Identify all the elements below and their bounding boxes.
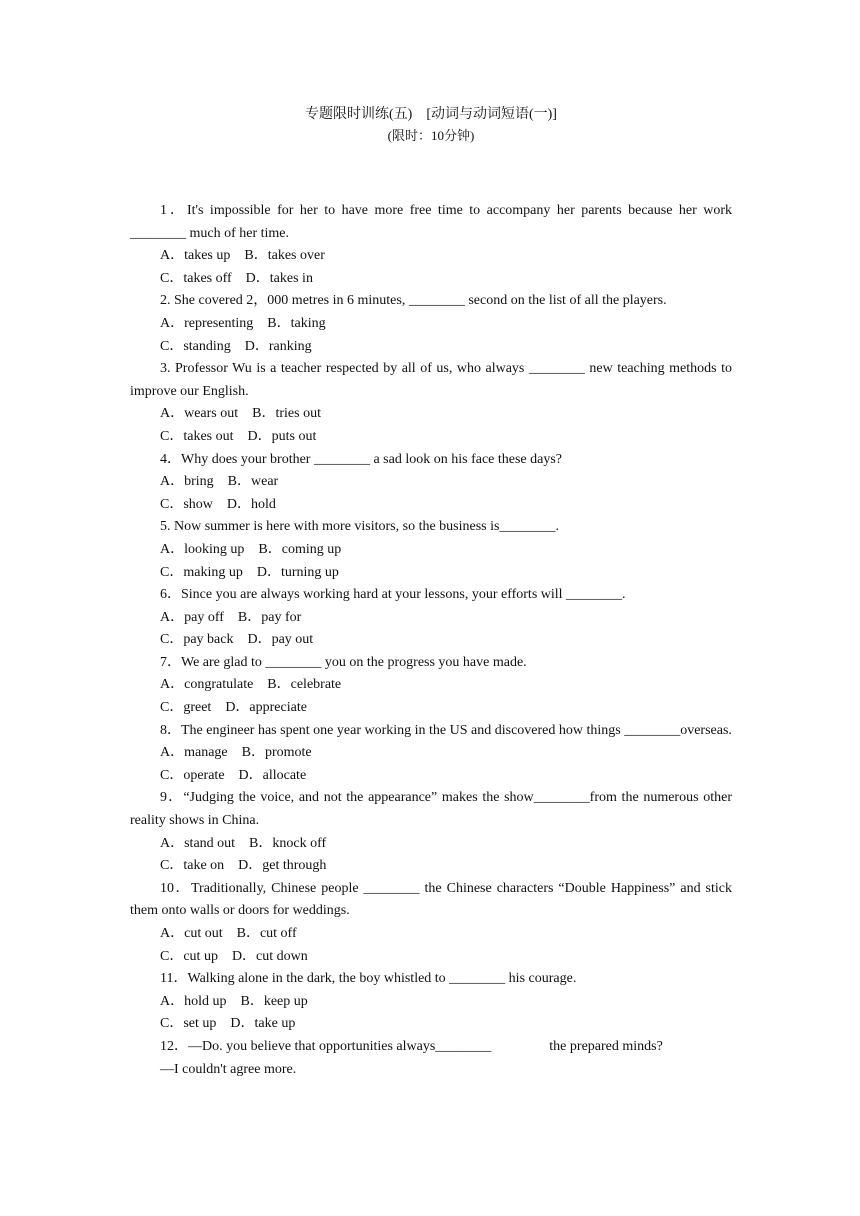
question-stem: 10．Traditionally, Chinese people ________ the Chinese characters “Double Happiness” and stick them onto walls or doors for weddings. [130, 880, 732, 919]
question-item [130, 290, 732, 358]
options-row-cd: C．show D．hold [160, 496, 276, 512]
options-row-ab: A．bring B．wear [160, 474, 279, 490]
question-item [130, 652, 732, 720]
question-stem: 8．The engineer has spent one year working in the US and discovered how things ________overseas. [160, 722, 732, 738]
question-item [130, 720, 732, 788]
options-row-ab: A．cut out B．cut off [160, 926, 297, 941]
question-item [130, 584, 732, 652]
question-stem: 3. Professor Wu is a teacher respected by all of us, who always ________ new teaching methods to improve our English. [130, 361, 732, 399]
options-row-ab: A．stand out B．knock off [160, 835, 327, 851]
time-limit: (限时：10分钟) [387, 128, 475, 143]
page-title: 专题限时训练(五) [动词与动词短语(一)] [305, 107, 557, 122]
options-row-cd: C．set up D．take up [160, 1016, 296, 1032]
dialogue-reply: —I couldn't agree more. [160, 1061, 297, 1077]
options-row-ab: A．representing B．taking [160, 315, 326, 331]
question-stem: 1．It's impossible for her to have more free time to accompany her parents because her work ________ much of her time. [130, 203, 732, 241]
options-row-ab: A．takes up B．takes over [160, 248, 325, 264]
question-item [130, 787, 732, 877]
options-row-cd: C．operate D．allocate [160, 767, 307, 783]
options-row-cd: C．standing D．ranking [160, 338, 312, 354]
options-row-ab: A．pay off B．pay for [160, 609, 302, 625]
question-stem: 6．Since you are always working hard at your lessons, your efforts will ________. [160, 587, 626, 603]
options-row-cd: C．take on D．get through [160, 858, 327, 874]
options-row-cd: C．pay back D．pay out [160, 632, 314, 648]
question-item [130, 968, 732, 1036]
options-row-ab: A．manage B．promote [160, 745, 312, 761]
question-item [130, 358, 732, 448]
options-row-ab: A．looking up B．coming up [160, 541, 342, 557]
options-row-cd: C．cut up D．cut down [160, 948, 308, 964]
question-stem-part1: 12．—Do. you believe that opportunities always________ [160, 1038, 492, 1054]
question-item [130, 1036, 732, 1081]
question-stem: 11．Walking alone in the dark, the boy whistled to ________ his courage. [160, 971, 577, 987]
options-row-cd: C．making up D．turning up [160, 564, 339, 580]
options-row-ab: A．congratulate B．celebrate [160, 677, 342, 693]
options-row-cd: C．takes out D．puts out [160, 428, 317, 444]
question-stem: 5. Now summer is here with more visitors, so the business is________. [160, 519, 559, 535]
options-row-ab: A．wears out B．tries out [160, 406, 321, 422]
question-item [130, 516, 732, 584]
question-item [130, 878, 732, 968]
question-stem: 4．Why does your brother ________ a sad look on his face these days? [160, 451, 563, 467]
question-stem-part2: the prepared minds? [549, 1038, 663, 1054]
options-row-ab: A．hold up B．keep up [160, 993, 308, 1009]
question-stem: 9．“Judging the voice, and not the appearance” makes the show________from the numerous other reality shows in China. [130, 790, 732, 829]
question-stem: 7．We are glad to ________ you on the progress you have made. [160, 654, 527, 670]
worksheet-page [130, 104, 732, 1081]
question-item [130, 449, 732, 517]
options-row-cd: C．greet D．appreciate [160, 700, 307, 716]
question-list [130, 200, 732, 1081]
options-row-cd: C．takes off D．takes in [160, 270, 313, 286]
question-item [130, 200, 732, 290]
question-stem: 2. She covered 2，000 metres in 6 minutes, ________ second on the list of all the players. [160, 293, 667, 309]
question-stem [130, 1036, 732, 1059]
